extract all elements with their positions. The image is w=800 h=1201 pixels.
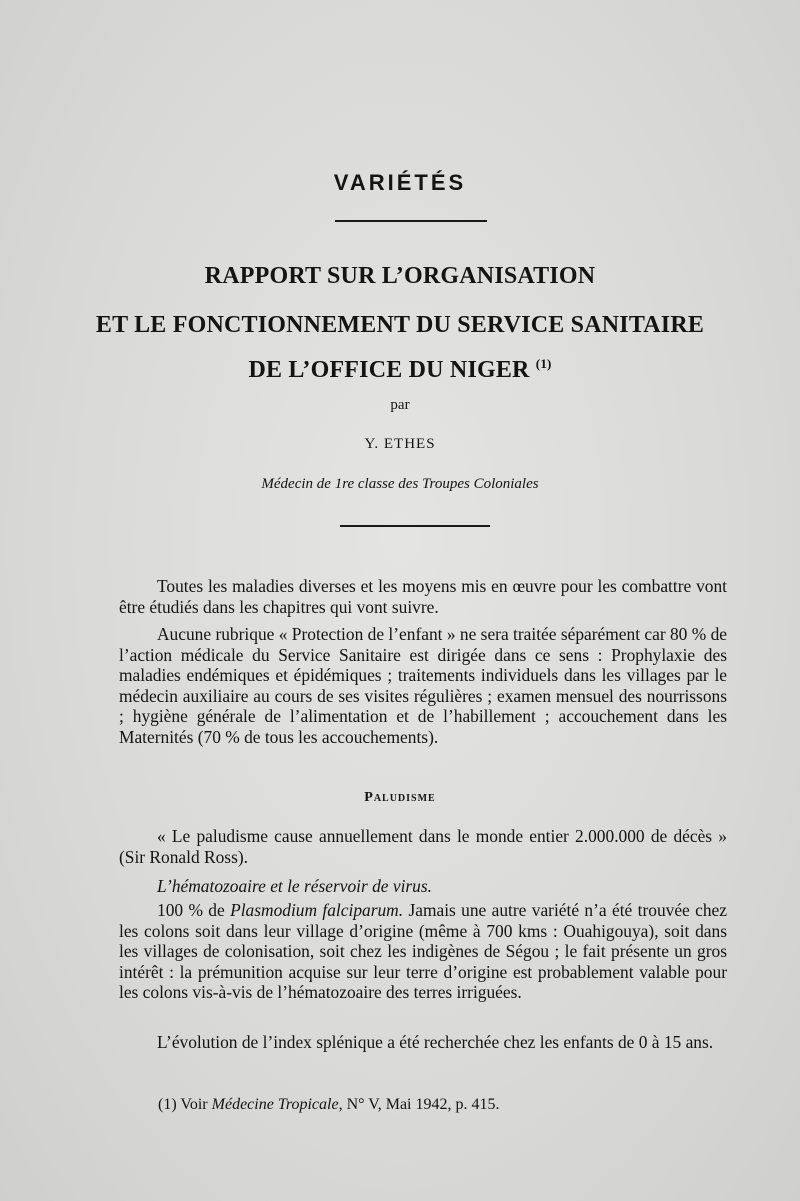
plasmodium-paragraph [119,900,727,1003]
footnote [158,1096,500,1114]
italic-heading [119,876,727,897]
scope-paragraph [119,624,727,748]
plasmodium-prefix: 100 % de [157,900,225,920]
article-title-line-1: RAPPORT SUR L’ORGANISATION [204,263,596,289]
footnote-journal: Médecine Tropicale, [211,1096,343,1113]
plasmodium-text: Jamais une autre variété n’a été trouvée chez les colons soit dans leur village d’origine (même à 700 kms : Ouahigouya), soit dans les villages de colonisation, soit chez les indigènes de Ségou ; le fait présente un gros intérêt : la prémunition acquise sur leur terre d’origine est probablement valable pour les colons vis-à-vis de l’hématozoaire des terres irriguées. [119,900,727,1003]
top-divider [335,220,487,222]
section-title: VARIÉTÉS [333,170,467,195]
footnote-reference: N° V, Mai 1942, p. 415. [346,1096,500,1113]
subheading-paludisme: Paludisme [364,790,436,805]
intro-paragraph-text: Toutes les maladies diverses et les moyens mis en œuvre pour les combattre vont être étudiés dans les chapitres qui vont suivre. [119,576,727,617]
spleen-paragraph [119,1032,727,1053]
middle-divider [340,525,490,527]
scope-paragraph-text: Aucune rubrique « Protection de l’enfant » ne sera traitée séparément car 80 % de l’action médicale du Service Sanitaire est dirigée dans ce sens : Prophylaxie des maladies endémiques et épidémiques ; traitements individuels dans les villages par le médecin auxiliaire au cours de ses visites régulières ; examen mensuel des nourrissons ; hygiène générale de l’alimentation et de l’habillement ; accouchement dans les Maternités (70 % de tous les accouchements). [119,624,727,747]
quote-paragraph [119,826,727,867]
by-line: par [390,397,410,413]
spleen-paragraph-text: L’évolution de l’index splénique a été recherchée chez les enfants de 0 à 15 ans. [157,1032,714,1052]
plasmodium-paragraph-text [119,900,727,1003]
author-title: Médecin de 1re classe des Troupes Coloniales [261,476,539,492]
author-name: Y. ETHES [364,436,436,452]
intro-paragraph [119,576,727,617]
article-title-line-2: ET LE FONCTIONNEMENT DU SERVICE SANITAIRE [95,312,705,338]
footnote-marker: (1) [535,356,552,371]
quote-paragraph-text: « Le paludisme cause annuellement dans le monde entier 2.000.000 de décès » (Sir Ronald Ross). [119,826,727,867]
footnote-prefix: (1) Voir [158,1096,208,1113]
article-title-line-3 [0,356,800,384]
plasmodium-species: Plasmodium falciparum. [230,900,404,920]
article-title-line-3-text: DE L’OFFICE DU NIGER [248,357,530,383]
italic-heading-text: L’hématozoaire et le réservoir de virus. [157,876,432,896]
